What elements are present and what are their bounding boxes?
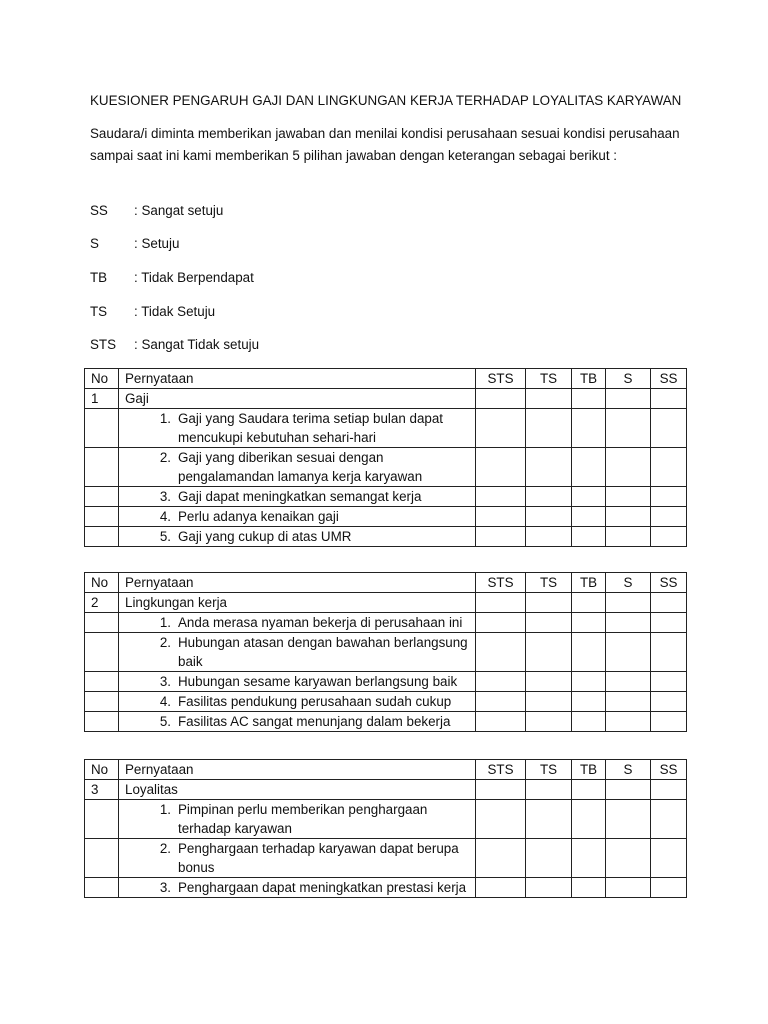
questionnaire-table-loyalitas [84, 759, 687, 898]
item-number: 1. [159, 411, 171, 426]
section-no: 2 [85, 593, 119, 613]
answer-cell-s[interactable] [606, 800, 651, 839]
item-text: Gaji yang diberikan sesuai dengan pengalamandan lamanya kerja karyawan [178, 450, 423, 484]
answer-cell-tb[interactable] [572, 487, 606, 507]
answer-cell-ss[interactable] [651, 780, 687, 800]
item-number: 1. [159, 802, 171, 817]
answer-cell-tb[interactable] [572, 672, 606, 692]
answer-cell-ss[interactable] [651, 487, 687, 507]
answer-cell-ss[interactable] [651, 409, 687, 448]
statement-cell [119, 800, 476, 839]
item-number: 5. [159, 714, 171, 729]
answer-cell-tb[interactable] [572, 527, 606, 547]
answer-cell-ts[interactable] [526, 780, 572, 800]
answer-cell-tb[interactable] [572, 448, 606, 487]
answer-cell-ss[interactable] [651, 593, 687, 613]
answer-cell-tb[interactable] [572, 507, 606, 527]
answer-cell-s[interactable] [606, 672, 651, 692]
table-row [85, 507, 687, 527]
answer-cell-tb[interactable] [572, 613, 606, 633]
header-tb: TB [572, 573, 606, 593]
header-no: No [85, 573, 119, 593]
item-text: Fasilitas pendukung perusahaan sudah cukup [178, 694, 452, 709]
legend-desc: : Sangat setuju [134, 203, 224, 218]
answer-cell-s[interactable] [606, 448, 651, 487]
statement-cell [119, 448, 476, 487]
header-ts: TS [526, 573, 572, 593]
answer-cell-sts[interactable] [476, 389, 526, 409]
answer-cell-s[interactable] [606, 839, 651, 878]
legend-desc: : Setuju [134, 236, 180, 251]
answer-cell-ss[interactable] [651, 527, 687, 547]
item-number: 3. [159, 880, 171, 895]
answer-cell-ts[interactable] [526, 800, 572, 839]
header-ts: TS [526, 369, 572, 389]
item-text: Gaji dapat meningkatkan semangat kerja [178, 489, 422, 504]
section-name: Lingkungan kerja [119, 593, 476, 613]
item-text: Pimpinan perlu memberikan penghargaan terhadap karyawan [178, 802, 428, 836]
statement-cell [119, 692, 476, 712]
answer-cell-sts[interactable] [476, 507, 526, 527]
answer-cell-ss[interactable] [651, 613, 687, 633]
answer-cell-ss[interactable] [651, 800, 687, 839]
page-title: KUESIONER PENGARUH GAJI DAN LINGKUNGAN KERJA TERHADAP LOYALITAS KARYAWAN [90, 93, 682, 108]
legend-code: S [90, 236, 99, 251]
answer-cell-ss[interactable] [651, 389, 687, 409]
answer-cell-ss[interactable] [651, 878, 687, 898]
table-row [85, 527, 687, 547]
statement-cell [119, 409, 476, 448]
answer-cell-ss[interactable] [651, 692, 687, 712]
answer-cell-sts[interactable] [476, 800, 526, 839]
answer-cell-tb[interactable] [572, 692, 606, 712]
answer-cell-s[interactable] [606, 389, 651, 409]
item-number: 5. [159, 529, 171, 544]
table-row [85, 487, 687, 507]
header-statement: Pernyataan [119, 760, 476, 780]
item-text: Perlu adanya kenaikan gaji [178, 509, 339, 524]
item-text: Gaji yang cukup di atas UMR [178, 529, 352, 544]
answer-cell-sts[interactable] [476, 780, 526, 800]
answer-cell-sts[interactable] [476, 527, 526, 547]
legend-code: STS [90, 337, 117, 352]
answer-cell-tb[interactable] [572, 780, 606, 800]
answer-cell-ss[interactable] [651, 448, 687, 487]
table-row [85, 672, 687, 692]
header-tb: TB [572, 369, 606, 389]
answer-cell-tb[interactable] [572, 800, 606, 839]
statement-cell [119, 672, 476, 692]
table-row [85, 692, 687, 712]
table-row [85, 409, 687, 448]
statement-cell [119, 878, 476, 898]
answer-cell-ts[interactable] [526, 487, 572, 507]
item-number: 1. [159, 615, 171, 630]
header-statement: Pernyataan [119, 369, 476, 389]
section-row [85, 389, 687, 409]
answer-cell-sts[interactable] [476, 672, 526, 692]
statement-cell [119, 712, 476, 732]
answer-cell-ts[interactable] [526, 692, 572, 712]
answer-cell-s[interactable] [606, 507, 651, 527]
table-row [85, 800, 687, 839]
answer-cell-ss[interactable] [651, 712, 687, 732]
legend-code: TS [90, 304, 108, 319]
table-header-row [85, 573, 687, 593]
table-row [85, 448, 687, 487]
answer-cell-ss[interactable] [651, 507, 687, 527]
intro-paragraph: Saudara/i diminta memberikan jawaban dan menilai kondisi perusahaan sesuai kondisi perusahaan sampai saat ini kami memberikan 5 pilihan jawaban dengan keterangan sebagai berikut : [90, 126, 680, 163]
answer-cell-sts[interactable] [476, 613, 526, 633]
table-row [85, 839, 687, 878]
answer-cell-sts[interactable] [476, 409, 526, 448]
header-ss: SS [651, 573, 687, 593]
statement-cell [119, 487, 476, 507]
statement-cell [119, 507, 476, 527]
answer-cell-tb[interactable] [572, 409, 606, 448]
answer-cell-ts[interactable] [526, 878, 572, 898]
answer-cell-sts[interactable] [476, 712, 526, 732]
questionnaire-table-gaji [84, 368, 687, 547]
table-header-row [85, 760, 687, 780]
legend-desc: : Tidak Setuju [134, 304, 216, 319]
answer-cell-ts[interactable] [526, 672, 572, 692]
answer-cell-tb[interactable] [572, 593, 606, 613]
header-tb: TB [572, 760, 606, 780]
header-sts: STS [476, 760, 526, 780]
header-no: No [85, 369, 119, 389]
item-text: Penghargaan dapat meningkatkan prestasi kerja [178, 880, 467, 895]
table-row [85, 712, 687, 732]
legend-code: SS [90, 203, 108, 218]
statement-cell [119, 839, 476, 878]
answer-cell-ss[interactable] [651, 672, 687, 692]
answer-cell-ts[interactable] [526, 633, 572, 672]
answer-cell-ts[interactable] [526, 389, 572, 409]
answer-cell-s[interactable] [606, 633, 651, 672]
answer-cell-ss[interactable] [651, 633, 687, 672]
answer-cell-tb[interactable] [572, 878, 606, 898]
answer-cell-sts[interactable] [476, 633, 526, 672]
header-statement: Pernyataan [119, 573, 476, 593]
header-ss: SS [651, 369, 687, 389]
section-row [85, 780, 687, 800]
answer-cell-s[interactable] [606, 593, 651, 613]
header-s: S [606, 573, 651, 593]
answer-cell-s[interactable] [606, 613, 651, 633]
item-number: 2. [159, 635, 171, 650]
header-no: No [85, 760, 119, 780]
answer-cell-tb[interactable] [572, 839, 606, 878]
table-row [85, 613, 687, 633]
answer-cell-s[interactable] [606, 487, 651, 507]
answer-cell-s[interactable] [606, 780, 651, 800]
header-sts: STS [476, 573, 526, 593]
answer-cell-ts[interactable] [526, 613, 572, 633]
legend-desc: : Sangat Tidak setuju [134, 337, 260, 352]
answer-cell-s[interactable] [606, 712, 651, 732]
item-text: Anda merasa nyaman bekerja di perusahaan ini [178, 615, 463, 630]
section-name: Loyalitas [119, 780, 476, 800]
answer-cell-ts[interactable] [526, 448, 572, 487]
answer-cell-sts[interactable] [476, 878, 526, 898]
answer-cell-tb[interactable] [572, 389, 606, 409]
answer-cell-ts[interactable] [526, 593, 572, 613]
answer-cell-s[interactable] [606, 692, 651, 712]
header-sts: STS [476, 369, 526, 389]
item-text: Gaji yang Saudara terima setiap bulan dapat mencukupi kebutuhan sehari-hari [178, 411, 444, 445]
section-name: Gaji [119, 389, 476, 409]
table-header-row [85, 369, 687, 389]
answer-cell-ts[interactable] [526, 409, 572, 448]
table-row [85, 878, 687, 898]
header-ts: TS [526, 760, 572, 780]
answer-cell-s[interactable] [606, 527, 651, 547]
answer-cell-sts[interactable] [476, 487, 526, 507]
item-number: 3. [159, 674, 171, 689]
item-number: 3. [159, 489, 171, 504]
answer-cell-ts[interactable] [526, 712, 572, 732]
answer-cell-sts[interactable] [476, 839, 526, 878]
answer-cell-ts[interactable] [526, 839, 572, 878]
answer-cell-s[interactable] [606, 878, 651, 898]
header-s: S [606, 369, 651, 389]
answer-cell-ss[interactable] [651, 839, 687, 878]
legend-desc: : Tidak Berpendapat [134, 270, 254, 285]
item-number: 4. [159, 509, 171, 524]
answer-cell-sts[interactable] [476, 593, 526, 613]
answer-cell-sts[interactable] [476, 448, 526, 487]
header-s: S [606, 760, 651, 780]
item-number: 2. [159, 841, 171, 856]
answer-cell-s[interactable] [606, 409, 651, 448]
legend-code: TB [90, 270, 108, 285]
item-text: Hubungan sesame karyawan berlangsung baik [178, 674, 458, 689]
answer-cell-tb[interactable] [572, 712, 606, 732]
header-ss: SS [651, 760, 687, 780]
answer-cell-ts[interactable] [526, 507, 572, 527]
section-no: 3 [85, 780, 119, 800]
questionnaire-table-lingkungan-kerja [84, 572, 687, 732]
item-text: Penghargaan terhadap karyawan dapat berupa bonus [178, 841, 459, 875]
item-number: 2. [159, 450, 171, 465]
statement-cell [119, 527, 476, 547]
answer-cell-ts[interactable] [526, 527, 572, 547]
item-number: 4. [159, 694, 171, 709]
statement-cell [119, 613, 476, 633]
answer-cell-sts[interactable] [476, 692, 526, 712]
statement-cell [119, 633, 476, 672]
answer-cell-tb[interactable] [572, 633, 606, 672]
section-no: 1 [85, 389, 119, 409]
item-text: Hubungan atasan dengan bawahan berlangsung baik [178, 635, 468, 669]
table-row [85, 633, 687, 672]
section-row [85, 593, 687, 613]
item-text: Fasilitas AC sangat menunjang dalam bekerja [178, 714, 451, 729]
